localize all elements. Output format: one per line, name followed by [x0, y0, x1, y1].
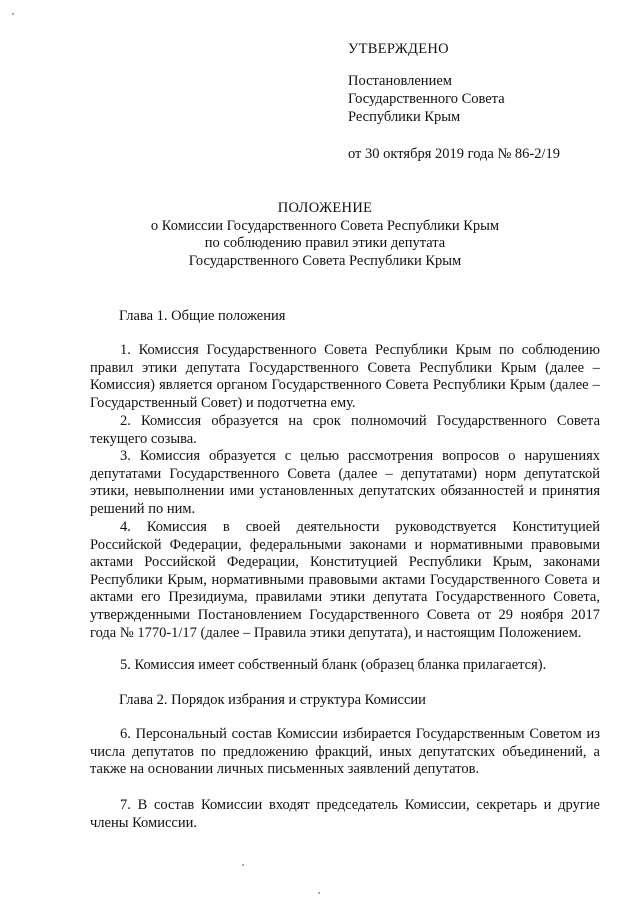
approval-stamp: УТВЕРЖДЕНО: [348, 41, 449, 57]
approval-line: Республики Крым: [348, 109, 461, 125]
paragraph: 4. Комиссия в своей деятельности руководствуется Конституцией Российской Федерации, федеральными законами и нормативными правовыми актами Российской Федерации, Конституцией Республики Крым, законами Республики Крым, нормативными правовыми актами Государственного Совета и актами его Президиума, правилами этики депутата Государственного Совета, утвержденными Постановлением Государственного Совета от 29 ноября 2017 года № 1770-1/17 (далее – Правила этики депутата), и настоящим Положением.: [90, 519, 600, 641]
paragraph: 3. Комиссия образуется с целью рассмотрения вопросов о нарушениях депутатами Государственного Совета (далее – депутатами) норм депутатской этики, невыполнении ими установленных депутатских обязанностей и принятия решений по ним.: [90, 448, 600, 517]
paragraph: 1. Комиссия Государственного Совета Республики Крым по соблюдению правил этики депутата Государственного Совета Республики Крым (далее – Комиссия) является органом Государственного Совета Республики Крым (далее – Государственный Совет) и подотчетна ему.: [90, 342, 600, 411]
chapter-heading: Глава 1. Общие положения: [119, 308, 286, 324]
approval-line: Государственного Совета: [348, 91, 505, 107]
paragraph: 5. Комиссия имеет собственный бланк (образец бланка прилагается).: [120, 657, 547, 673]
approval-line: Постановлением: [348, 73, 452, 89]
document-subtitle-line: о Комиссии Государственного Совета Республики Крым: [150, 217, 500, 234]
approval-stamp-block: [348, 40, 618, 178]
paragraph: 7. В состав Комиссии входят председатель Комиссии, секретарь и другие члены Комиссии.: [90, 797, 600, 831]
chapter-heading: Глава 2. Порядок избрания и структура Комиссии: [119, 692, 426, 708]
scan-speck: [318, 892, 320, 894]
document-title-block: [110, 200, 540, 270]
document-title: ПОЛОЖЕНИЕ: [277, 200, 373, 216]
scan-speck: [12, 13, 14, 15]
document-subtitle-line: Государственного Совета Республики Крым: [188, 252, 462, 269]
document-subtitle-line: по соблюдению правил этики депутата: [204, 235, 446, 251]
scan-speck: [242, 864, 244, 866]
paragraph: 6. Персональный состав Комиссии избирается Государственным Советом из числа депутатов по предложению фракций, иных депутатских объединений, а также на основании личных письменных заявлений депутатов.: [90, 726, 600, 778]
paragraph: 2. Комиссия образуется на срок полномочий Государственного Совета текущего созыва.: [90, 413, 600, 447]
approval-date: от 30 октября 2019 года № 86-2/19: [348, 146, 561, 162]
